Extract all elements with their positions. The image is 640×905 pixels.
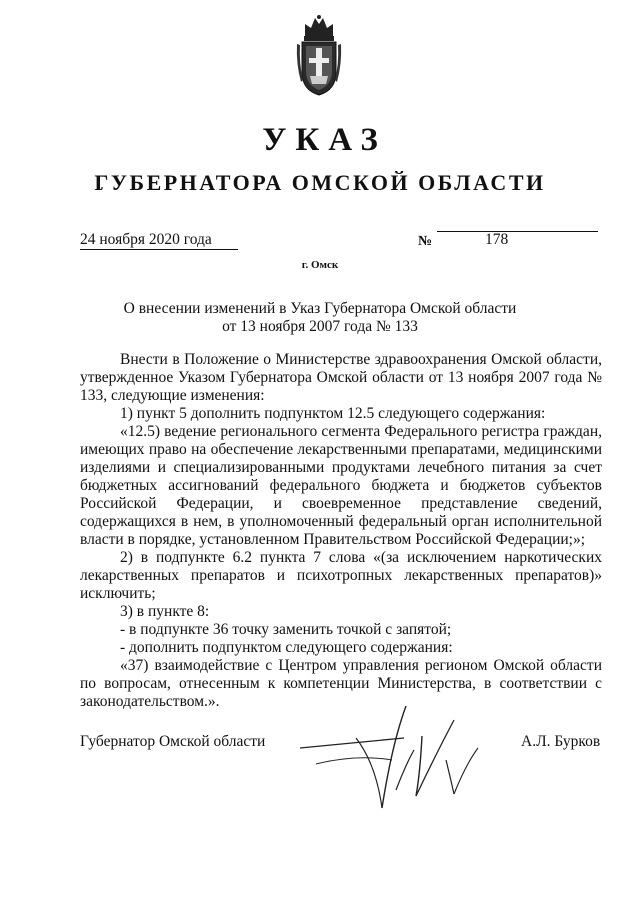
number-sign: № [418,234,433,249]
subject-line-2: от 13 ноября 2007 года № 133 [222,318,418,335]
body-paragraph: Внести в Положение о Министерстве здравоохранения Омской области, утвержденное Указом Губернатора Омской области от 13 ноября 2007 года № 133, следующие изменения: [80,351,602,404]
body-paragraph: - дополнить подпунктом следующего содержания: [120,639,453,656]
body-paragraph: «12.5) ведение регионального сегмента Федерального регистра граждан, имеющих право на обеспечение лекарственными препаратами, медицинскими изделиями и специализированными продуктами лечебного питания за счет бюджетных ассигнований федерального бюджета и бюджетов субъектов Российской Федерации, и своевременное представление сведений, содержащихся в нем, в уполномоченный федеральный орган исполнительной власти в порядке, установленном Правительством Российской Федерации;»; [80,423,602,548]
signatory-position: Губернатор Омской области [80,733,266,750]
subject-line-1: О внесении изменений в Указ Губернатора Омской области [123,300,517,317]
signatory-name: А.Л. Бурков [521,733,601,750]
body-paragraph: 2) в подпункте 6.2 пункта 7 слова «(за исключением наркотических лекарственных препаратов и психотропных лекарственных препаратов)» исключить; [80,549,602,602]
decree-subject [0,300,640,336]
body-paragraph: 3) в пункте 8: [120,603,210,620]
body-paragraph: 1) пункт 5 дополнить подпунктом 12.5 следующего содержания: [120,405,546,422]
decree-body [80,351,602,711]
decree-number: 178 [485,231,509,248]
handwritten-signature-icon [296,704,496,814]
decree-date: 24 ноября 2020 года [80,231,238,250]
coat-of-arms-icon [296,14,342,96]
decree-title: УКАЗ [262,122,387,158]
body-paragraph: «37) взаимодействие с Центром управления регионом Омской области по вопросам, отнесенным к компетенции Министерства, в соответствии с законодательством.». [80,657,602,710]
decree-issuer: ГУБЕРНАТОРА ОМСКОЙ ОБЛАСТИ [94,170,546,195]
decree-number-field [437,231,598,248]
city: г. Омск [301,259,339,271]
body-paragraph: - в подпункте 36 точку заменить точкой с запятой; [120,621,452,638]
